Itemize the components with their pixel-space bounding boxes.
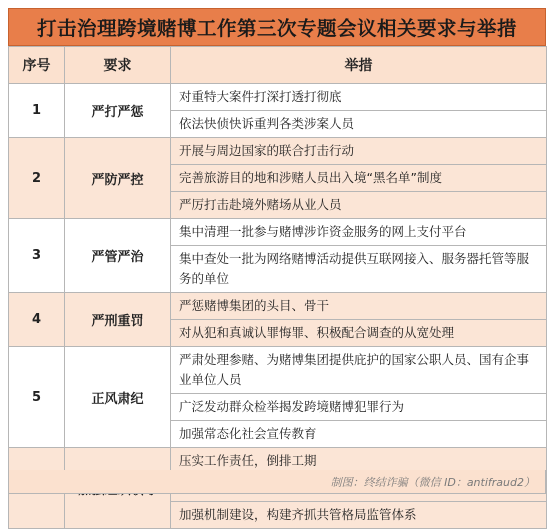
row-number: 5 (9, 347, 65, 448)
table-body (9, 84, 547, 529)
table-row (9, 293, 547, 320)
table-header-row (9, 47, 547, 84)
table-row (9, 138, 547, 165)
header-no: 序号 (9, 47, 65, 84)
measure-text: 加强机制建设，构建齐抓共管格局监管体系 (179, 507, 417, 522)
measures-table (8, 46, 547, 529)
measure-text: 加强常态化社会宣传教育 (179, 426, 317, 441)
row-requirement: 严管严治 (65, 219, 171, 293)
measure-text: 开展与周边国家的联合打击行动 (179, 143, 355, 158)
measure-cell (171, 111, 547, 138)
measure-cell (171, 502, 547, 529)
measure-cell (171, 394, 547, 421)
row-requirement: 严打严惩 (65, 84, 171, 138)
measure-text: 严惩赌博集团的头目、骨干 (179, 298, 330, 313)
measure-cell (171, 192, 547, 219)
row-number: 2 (9, 138, 65, 219)
table-row (9, 219, 547, 246)
measure-text: 严肃处理参赌、为赌博集团提供庇护的国家公职人员、国有企事业单位人员 (179, 352, 530, 387)
measure-cell (171, 320, 547, 347)
row-number: 3 (9, 219, 65, 293)
measure-text: 压实工作责任，倒排工期 (179, 453, 317, 468)
page-title: 打击治理跨境赌博工作第三次专题会议相关要求与举措 (8, 8, 546, 46)
header-requirement: 要求 (65, 47, 171, 84)
measure-cell (171, 138, 547, 165)
measure-text: 广泛发动群众检举揭发跨境赌博犯罪行为 (179, 399, 405, 414)
row-number: 1 (9, 84, 65, 138)
measure-cell (171, 165, 547, 192)
footer-credit: 制图：终结诈骗（微信 ID：antifraud2） (8, 470, 546, 494)
measure-cell (171, 347, 547, 394)
measure-cell (171, 293, 547, 320)
measure-cell (171, 84, 547, 111)
table-row (9, 84, 547, 111)
measure-text: 依法快侦快诉重判各类涉案人员 (179, 116, 355, 131)
measure-cell (171, 219, 547, 246)
header-measures: 举措 (171, 47, 547, 84)
measure-text: 集中清理一批参与赌博涉诈资金服务的网上支付平台 (179, 224, 467, 239)
row-number: 4 (9, 293, 65, 347)
measure-cell (171, 421, 547, 448)
measure-cell (171, 246, 547, 293)
row-requirement: 正风肃纪 (65, 347, 171, 448)
row-requirement: 严刑重罚 (65, 293, 171, 347)
measure-text: 严厉打击赴境外赌场从业人员 (179, 197, 342, 212)
measure-text: 完善旅游目的地和涉赌人员出入境“黑名单”制度 (179, 170, 442, 185)
table-row (9, 347, 547, 394)
measure-text: 对从犯和真诚认罪悔罪、积极配合调查的从宽处理 (179, 325, 455, 340)
row-requirement: 严防严控 (65, 138, 171, 219)
measure-text: 对重特大案件打深打透打彻底 (179, 89, 342, 104)
measure-text: 集中查处一批为网络赌博活动提供互联网接入、服务器托管等服务的单位 (179, 251, 530, 286)
